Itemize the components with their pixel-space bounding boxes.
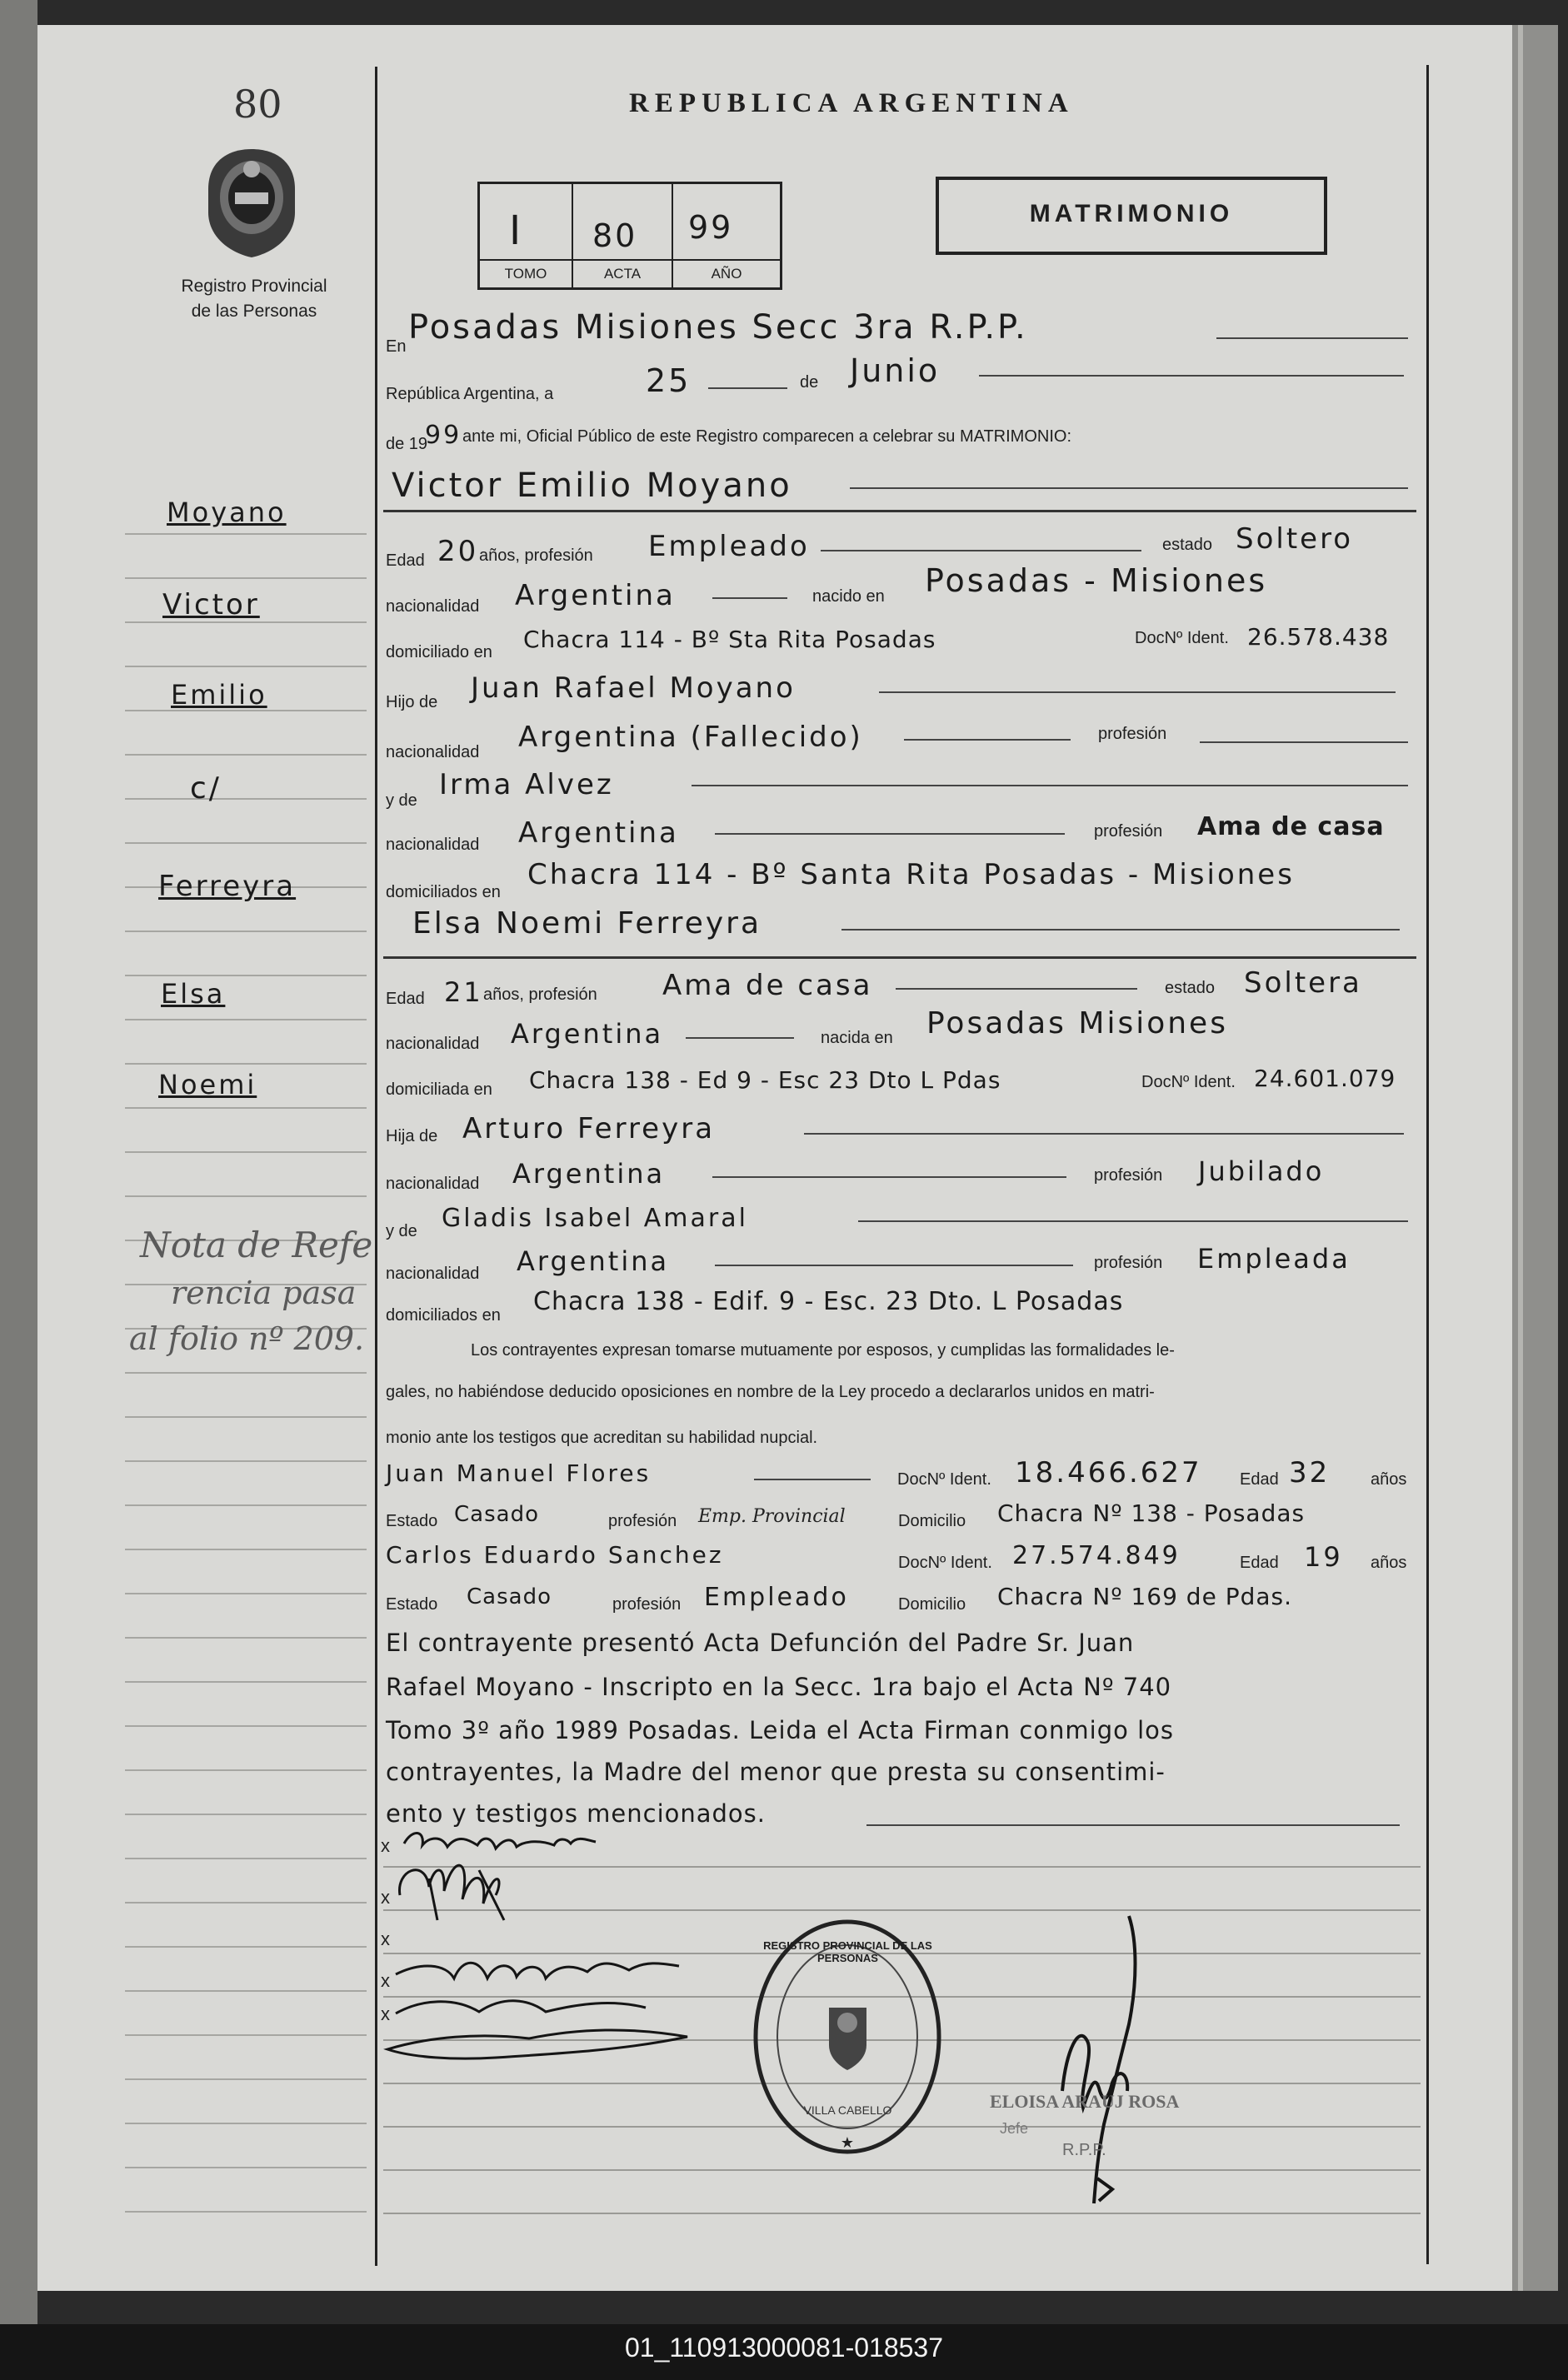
country-title: REPUBLICA ARGENTINA xyxy=(629,88,1074,118)
bride-father-nat-fill xyxy=(712,1176,1066,1178)
margin-ruled-line xyxy=(125,1637,367,1639)
witness-2-estado: Casado xyxy=(467,1584,552,1609)
note-line-3: Tomo 3º año 1989 Posadas. Leida el Acta Firman conmigo los xyxy=(386,1716,1175,1744)
acta-label: ACTA xyxy=(603,266,642,282)
groom-mother-nat-label: nacionalidad xyxy=(386,836,480,854)
seal-inner-text: VILLA CABELLO xyxy=(803,2103,892,2117)
bride-parents-dom-label: domiciliados en xyxy=(386,1306,501,1325)
witness-1-age: 32 xyxy=(1289,1456,1331,1489)
groom-mother-fill xyxy=(692,785,1408,786)
margin-ruled-line xyxy=(125,1946,367,1948)
groom-nat-label: nacionalidad xyxy=(386,597,480,616)
witness-1-anos-label: años xyxy=(1371,1470,1407,1489)
groom-parents-dom-label: domiciliados en xyxy=(386,883,501,901)
bride-mother-profession: Empleada xyxy=(1197,1243,1351,1275)
margin-groom-surname: Moyano xyxy=(167,496,287,528)
groom-y-de-label: y de xyxy=(386,791,417,810)
place-value: Posadas Misiones Secc 3ra R.P.P. xyxy=(408,308,1028,347)
margin-ruled-line xyxy=(125,2167,367,2168)
groom-father-nationality: Argentina (Fallecido) xyxy=(518,721,863,754)
registry-seal xyxy=(750,1916,946,2158)
seal-ring-text: REGISTRO PROVINCIAL DE LAS PERSONAS xyxy=(763,1939,932,1964)
svg-text:x: x xyxy=(381,1887,390,1908)
margin-ruled-line xyxy=(125,2078,367,2080)
bride-anos-label: años, profesión xyxy=(483,985,597,1004)
bride-birthplace: Posadas Misiones xyxy=(926,1006,1228,1040)
margin-ruled-line xyxy=(125,1725,367,1727)
witness-2-document: 27.574.849 xyxy=(1012,1541,1181,1570)
note-line-1: El contrayente presentó Acta Defunción del Padre Sr. Juan xyxy=(386,1629,1135,1657)
registry-name-line2: de las Personas xyxy=(191,302,317,321)
margin-ruled-line xyxy=(125,1593,367,1594)
witness-1-domicilio-label: Domicilio xyxy=(898,1512,966,1530)
margin-ruled-line xyxy=(125,577,367,579)
margin-ruled-line xyxy=(125,2034,367,2036)
witness-2-prof-label: profesión xyxy=(612,1595,682,1614)
declaration-line1: Los contrayentes expresan tomarse mutuamente por esposos, y cumplidas las formalidades le- xyxy=(471,1341,1175,1360)
witness-1-name-fill xyxy=(754,1479,871,1480)
right-border-line xyxy=(1426,65,1429,2264)
svg-text:x: x xyxy=(381,1970,390,1991)
groom-hijo-label: Hijo de xyxy=(386,693,438,711)
margin-ruled-line xyxy=(125,1460,367,1462)
bride-mother-nationality: Argentina xyxy=(517,1245,670,1277)
margin-ruled-line xyxy=(125,1858,367,1859)
bride-nat-fill xyxy=(686,1037,794,1039)
official-name: ELOISA ARAUJ ROSA xyxy=(990,2091,1180,2112)
bride-father: Arturo Ferreyra xyxy=(462,1112,716,1145)
declaration-line2: gales, no habiéndose deducido oposiciones en nombre de la Ley procedo a declararlos unidos en matri- xyxy=(386,1383,1155,1401)
bride-name-fill-line xyxy=(841,929,1400,931)
margin-ruled-line xyxy=(125,1902,367,1904)
groom-nacido-label: nacido en xyxy=(812,587,885,606)
groom-domicilio-label: domiciliado en xyxy=(386,643,492,661)
groom-father-prof-label: profesión xyxy=(1098,725,1167,743)
en-label: En xyxy=(386,337,407,356)
bride-father-prof-label: profesión xyxy=(1094,1166,1163,1185)
year-prefix-label: de 19 xyxy=(386,435,428,453)
margin-ruled-line xyxy=(125,975,367,976)
republic-label: República Argentina, a xyxy=(386,385,554,403)
bride-y-de-label: y de xyxy=(386,1222,417,1240)
groom-anos-label: años, profesión xyxy=(479,546,593,565)
ano-value: 99 xyxy=(688,209,734,246)
margin-ruled-line xyxy=(125,754,367,756)
bride-document: 24.601.079 xyxy=(1254,1065,1396,1092)
bride-father-fill xyxy=(804,1133,1404,1135)
groom-father-fill xyxy=(879,691,1396,693)
margin-ruled-line xyxy=(125,1372,367,1374)
year-suffix-value: 99 xyxy=(425,421,462,450)
svg-text:x: x xyxy=(381,1928,390,1949)
witness-1-estado-label: Estado xyxy=(386,1512,438,1530)
witness-2-anos-label: años xyxy=(1371,1554,1407,1572)
margin-ruled-line xyxy=(125,798,367,800)
margin-ruled-line xyxy=(125,1814,367,1815)
margin-reference-note-3: al folio nº 209. xyxy=(129,1320,365,1357)
file-identifier: 01_110913000081-018537 xyxy=(624,2333,943,2363)
book-spine xyxy=(0,0,37,2324)
witness-2-name: Carlos Eduardo Sanchez xyxy=(386,1541,724,1569)
margin-ruled-line xyxy=(125,842,367,844)
bride-prof-fill xyxy=(896,988,1137,990)
bride-estado: Soltera xyxy=(1244,966,1362,1000)
groom-nat-fill xyxy=(712,597,787,599)
margin-bride-second: Noemi xyxy=(158,1069,257,1100)
groom-mother-nationality: Argentina xyxy=(518,816,679,850)
margin-ruled-line xyxy=(125,1107,367,1109)
folio-number: 80 xyxy=(233,82,282,127)
witness-2-profession: Empleado xyxy=(704,1583,849,1612)
tomo-label: TOMO xyxy=(504,266,547,282)
signature-ruled-line xyxy=(383,2169,1421,2171)
margin-ruled-line xyxy=(125,1019,367,1020)
bride-father-nationality: Argentina xyxy=(512,1158,666,1190)
bride-parents-address: Chacra 138 - Edif. 9 - Esc. 23 Dto. L Posadas xyxy=(533,1287,1124,1316)
margin-ruled-line xyxy=(125,1681,367,1683)
groom-mother-prof-label: profesión xyxy=(1094,822,1163,841)
svg-text:x: x xyxy=(381,2003,390,2024)
witness-1-profession: Emp. Provincial xyxy=(698,1506,846,1527)
bride-edad-label: Edad xyxy=(386,990,425,1008)
witness-1-estado: Casado xyxy=(454,1502,539,1527)
margin-ruled-line xyxy=(125,1769,367,1771)
margin-ruled-line xyxy=(125,1195,367,1197)
witness-2-edad-label: Edad xyxy=(1240,1554,1279,1572)
witness-2-address: Chacra Nº 169 de Pdas. xyxy=(997,1583,1293,1610)
groom-edad-label: Edad xyxy=(386,551,425,570)
margin-bride-surname: Ferreyra xyxy=(158,870,297,903)
margin-reference-note-1: Nota de Refe xyxy=(140,1225,373,1265)
bride-mother: Gladis Isabel Amaral xyxy=(442,1204,748,1233)
margin-bride-first: Elsa xyxy=(161,978,226,1010)
bride-father-nat-label: nacionalidad xyxy=(386,1175,480,1193)
statement-text: ante mi, Oficial Público de este Registro comparecen a celebrar su MATRIMONIO: xyxy=(462,427,1072,446)
groom-father-prof-fill xyxy=(1200,741,1408,743)
bride-mother-nat-label: nacionalidad xyxy=(386,1265,480,1283)
bride-estado-label: estado xyxy=(1165,979,1216,997)
svg-text:x: x xyxy=(381,1835,390,1856)
margin-reference-note-2: rencia pasa xyxy=(171,1275,357,1311)
witness-1-doc-label: DocNº Ident. xyxy=(897,1470,991,1489)
registry-name-line1: Registro Provincial xyxy=(181,277,327,296)
month-value: Junio xyxy=(850,352,941,389)
margin-ruled-line xyxy=(125,533,367,535)
ano-label: AÑO xyxy=(711,266,742,282)
acta-value: 80 xyxy=(592,217,638,254)
note-line-2: Rafael Moyano - Inscripto en la Secc. 1ra bajo el Acta Nº 740 xyxy=(386,1673,1172,1701)
month-fill-line xyxy=(979,375,1404,377)
margin-ruled-line xyxy=(125,1151,367,1153)
bride-mother-prof-label: profesión xyxy=(1094,1254,1163,1272)
tomo-value: I xyxy=(509,207,524,254)
groom-name-fill-line xyxy=(850,487,1408,489)
margin-groom-first: Victor xyxy=(162,588,260,621)
place-fill-line xyxy=(1216,337,1408,339)
margin-ruled-line xyxy=(125,1063,367,1065)
bride-section-rule xyxy=(383,956,1416,959)
groom-parents-address: Chacra 114 - Bº Santa Rita Posadas - Misiones xyxy=(527,858,1295,891)
witness-1-name: Juan Manuel Flores xyxy=(386,1459,652,1487)
official-title: Jefe xyxy=(1000,2120,1029,2137)
note-line-5: ento y testigos mencionados. xyxy=(386,1799,767,1828)
groom-father: Juan Rafael Moyano xyxy=(471,671,796,705)
groom-document: 26.578.438 xyxy=(1247,623,1390,651)
groom-mother: Irma Alvez xyxy=(439,768,614,801)
act-type-box xyxy=(936,177,1327,255)
margin-ruled-line xyxy=(125,931,367,932)
official-signature xyxy=(1046,1908,1162,2208)
margin-groom-second: Emilio xyxy=(171,679,267,711)
margin-ruled-line xyxy=(125,621,367,623)
svg-text:★: ★ xyxy=(840,2134,855,2151)
groom-prof-fill xyxy=(821,550,1141,551)
day-value: 25 xyxy=(646,362,692,399)
declaration-line3: monio ante los testigos que acreditan su habilidad nupcial. xyxy=(386,1429,818,1447)
bride-mother-fill xyxy=(858,1220,1408,1222)
witness-2-doc-label: DocNº Ident. xyxy=(898,1554,992,1572)
groom-age: 20 xyxy=(437,535,479,568)
official-unit: R.P.P. xyxy=(1062,2141,1106,2159)
act-type-label: MATRIMONIO xyxy=(1029,200,1234,227)
bride-nat-label: nacionalidad xyxy=(386,1035,480,1053)
groom-birthplace: Posadas - Misiones xyxy=(925,562,1268,599)
margin-ruled-line xyxy=(125,1990,367,1992)
page-edge-highlight xyxy=(1518,25,1523,2291)
witness-1-address: Chacra Nº 138 - Posadas xyxy=(997,1499,1306,1527)
bride-profession: Ama de casa xyxy=(662,969,873,1002)
groom-section-rule xyxy=(383,510,1416,512)
bride-doc-label: DocNº Ident. xyxy=(1141,1073,1236,1091)
margin-ruled-line xyxy=(125,2123,367,2124)
witness-1-edad-label: Edad xyxy=(1240,1470,1279,1489)
groom-full-name: Victor Emilio Moyano xyxy=(392,467,792,505)
bride-domiciliada-label: domiciliada en xyxy=(386,1080,492,1099)
bride-nationality: Argentina xyxy=(511,1018,664,1050)
witness-1-document: 18.466.627 xyxy=(1015,1456,1202,1489)
note-line-4: contrayentes, la Madre del menor que presta su consentimi- xyxy=(386,1758,1166,1786)
witness-2-estado-label: Estado xyxy=(386,1595,438,1614)
notes-fill-line xyxy=(866,1824,1400,1826)
margin-ruled-line xyxy=(125,1416,367,1418)
margin-ruled-line xyxy=(125,666,367,667)
witness-2-age: 19 xyxy=(1304,1541,1343,1573)
margin-ruled-line xyxy=(125,1549,367,1550)
register-reference-box xyxy=(477,182,782,290)
bride-father-profession: Jubilado xyxy=(1198,1155,1325,1187)
day-fill-line xyxy=(708,387,787,389)
bride-hija-label: Hija de xyxy=(386,1127,438,1145)
bride-mother-nat-fill xyxy=(715,1265,1073,1266)
signature-ruled-line xyxy=(383,2213,1421,2214)
groom-estado-label: estado xyxy=(1162,536,1213,554)
groom-nationality: Argentina xyxy=(515,579,676,612)
witness-2-domicilio-label: Domicilio xyxy=(898,1595,966,1614)
groom-father-nat-fill xyxy=(904,739,1071,741)
groom-mother-nat-fill xyxy=(715,833,1065,835)
groom-mother-profession: Ama de casa xyxy=(1197,812,1385,841)
margin-divider-line xyxy=(375,67,377,2266)
margin-connector: c/ xyxy=(190,771,222,806)
bride-age: 21 xyxy=(444,976,483,1008)
registry-emblem-icon xyxy=(202,146,302,261)
groom-address: Chacra 114 - Bº Sta Rita Posadas xyxy=(523,626,936,653)
bride-nacida-label: nacida en xyxy=(821,1029,893,1047)
groom-estado: Soltero xyxy=(1236,522,1354,556)
bride-full-name: Elsa Noemi Ferreyra xyxy=(412,906,762,941)
margin-ruled-line xyxy=(125,1504,367,1506)
groom-father-nat-label: nacionalidad xyxy=(386,743,480,761)
groom-profession: Empleado xyxy=(648,530,810,563)
groom-doc-label: DocNº Ident. xyxy=(1135,629,1229,647)
contracting-parties-signatures xyxy=(379,1820,762,2095)
bride-address: Chacra 138 - Ed 9 - Esc 23 Dto L Pdas xyxy=(529,1066,1001,1094)
witness-1-prof-label: profesión xyxy=(608,1512,677,1530)
de-label: de xyxy=(800,373,819,392)
margin-ruled-line xyxy=(125,2211,367,2213)
